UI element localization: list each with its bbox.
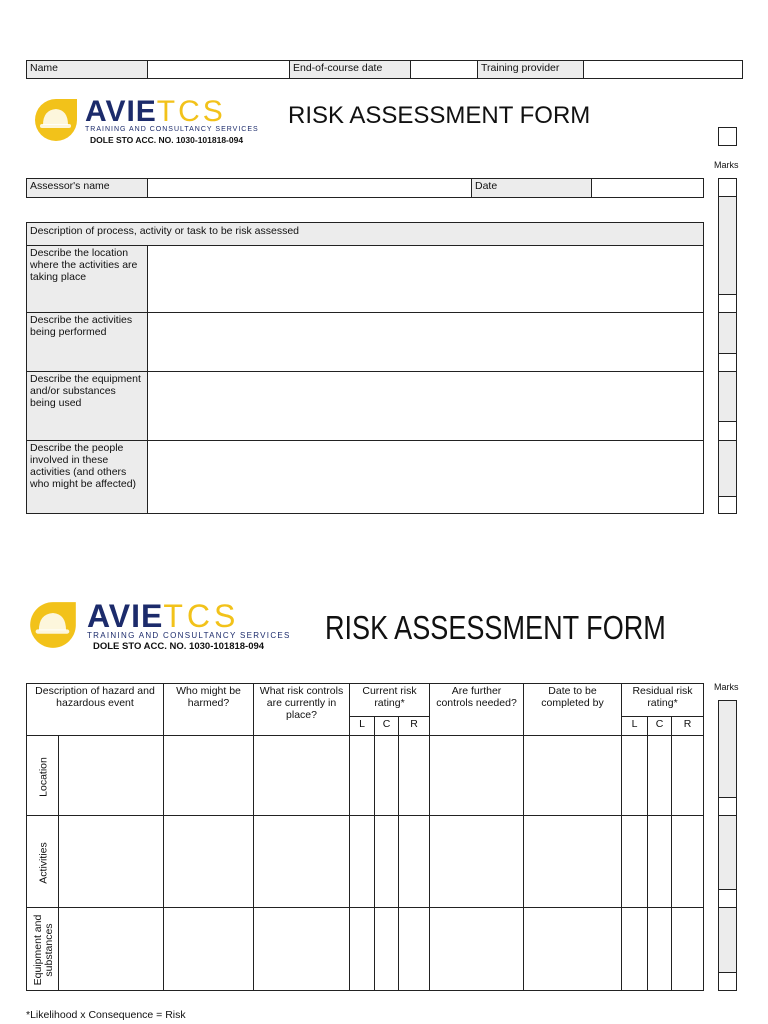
logo-accreditation: DOLE STO ACC. NO. 1030-101818-094	[93, 641, 265, 652]
col-header-residual-c: C	[647, 716, 672, 736]
marks-box[interactable]	[718, 353, 737, 372]
hazard-table-cell[interactable]	[58, 907, 164, 991]
footnote: *Likelihood x Consequence = Risk	[26, 1009, 186, 1021]
name-label: Name	[26, 60, 148, 79]
assessor-date-field[interactable]	[591, 178, 704, 198]
hazard-table-cell[interactable]	[349, 815, 375, 908]
col-header-description: Description of hazard and hazardous event	[26, 683, 164, 736]
marks-box[interactable]	[718, 178, 737, 197]
hazard-table-cell[interactable]	[429, 735, 524, 816]
logo-tagline: TRAINING AND CONSULTANCY SERVICES	[85, 126, 259, 133]
hazard-table-cell[interactable]	[671, 907, 704, 991]
hazard-row-label-text: Activities	[37, 841, 49, 884]
hazard-table-cell[interactable]	[398, 735, 430, 816]
logo-brand-b: TCS	[163, 598, 240, 634]
hazard-table-cell[interactable]	[671, 735, 704, 816]
hazard-table-cell[interactable]	[621, 907, 648, 991]
hazard-table-cell[interactable]	[398, 815, 430, 908]
hazard-table-cell[interactable]	[253, 815, 350, 908]
col-header-current-r: R	[398, 716, 430, 736]
hazard-table-cell[interactable]	[253, 907, 350, 991]
end-date-field[interactable]	[410, 60, 478, 79]
description-row-label: Describe the activities being performed	[26, 312, 148, 372]
marks-column	[718, 440, 737, 497]
hazard-table-cell[interactable]	[523, 735, 622, 816]
col-header-date: Date to be completed by	[523, 683, 622, 736]
marks-box[interactable]	[718, 797, 737, 816]
hazard-table-cell[interactable]	[647, 907, 672, 991]
description-row-field[interactable]	[147, 312, 704, 372]
hazard-table-cell[interactable]	[647, 735, 672, 816]
form-title: RISK ASSESSMENT FORM	[288, 102, 591, 129]
logo-brand-a: AVIE	[87, 598, 164, 634]
hazard-table-cell[interactable]	[349, 735, 375, 816]
assessor-date-label: Date	[471, 178, 592, 198]
hazard-table-cell[interactable]	[429, 907, 524, 991]
hard-hat-icon	[28, 600, 78, 650]
marks-box[interactable]	[718, 294, 737, 313]
description-row-field[interactable]	[147, 245, 704, 313]
col-header-who: Who might be harmed?	[163, 683, 254, 736]
provider-label: Training provider	[477, 60, 584, 79]
end-date-label: End-of-course date	[289, 60, 411, 79]
hazard-table-cell[interactable]	[374, 907, 399, 991]
marks-box[interactable]	[718, 972, 737, 991]
col-header-residual-l: L	[621, 716, 648, 736]
description-row-label: Describe the equipment and/or substances being used	[26, 371, 148, 441]
hazard-table-cell[interactable]	[374, 735, 399, 816]
col-header-controls: What risk controls are currently in place?	[253, 683, 350, 736]
col-header-current-l: L	[349, 716, 375, 736]
logo-brand-a: AVIE	[85, 95, 157, 128]
hazard-row-label-text: Equipment and substances	[31, 914, 55, 986]
marks-box[interactable]	[718, 889, 737, 908]
marks-column	[718, 700, 737, 798]
assessor-name-label: Assessor's name	[26, 178, 148, 198]
hazard-table-cell[interactable]	[163, 907, 254, 991]
name-field[interactable]	[147, 60, 290, 79]
description-row-label: Describe the people involved in these activities (and others who might be affected)	[26, 440, 148, 514]
hazard-table-cell[interactable]	[374, 815, 399, 908]
hazard-table-cell[interactable]	[163, 815, 254, 908]
description-header: Description of process, activity or task to be risk assessed	[26, 222, 704, 246]
marks-box[interactable]	[718, 496, 737, 514]
company-logo	[28, 600, 318, 656]
hazard-table-cell[interactable]	[671, 815, 704, 908]
marks-column	[718, 907, 737, 973]
hazard-table-cell[interactable]	[621, 815, 648, 908]
marks-column	[718, 312, 737, 354]
hazard-row-label	[26, 735, 59, 816]
hazard-table-cell[interactable]	[58, 735, 164, 816]
marks-column	[718, 815, 737, 890]
marks-total-box[interactable]	[718, 127, 737, 146]
description-row-field[interactable]	[147, 371, 704, 441]
hazard-table-cell[interactable]	[58, 815, 164, 908]
hard-hat-icon	[33, 97, 79, 143]
provider-field[interactable]	[583, 60, 743, 79]
hazard-row-label	[26, 815, 59, 908]
marks-column	[718, 196, 737, 295]
col-header-further: Are further controls needed?	[429, 683, 524, 736]
hazard-table-cell[interactable]	[647, 815, 672, 908]
hazard-row-label-text: Location	[37, 756, 49, 797]
hazard-table-cell[interactable]	[523, 815, 622, 908]
logo-brand-b: TCS	[156, 95, 226, 128]
col-header-current-c: C	[374, 716, 399, 736]
col-header-residual: Residual risk rating*	[621, 683, 704, 717]
description-row-label: Describe the location where the activities are taking place	[26, 245, 148, 313]
assessor-name-field[interactable]	[147, 178, 472, 198]
hazard-table-cell[interactable]	[523, 907, 622, 991]
logo-tagline: TRAINING AND CONSULTANCY SERVICES	[87, 631, 291, 640]
hazard-table-cell[interactable]	[253, 735, 350, 816]
hazard-table-cell[interactable]	[621, 735, 648, 816]
hazard-table-cell[interactable]	[429, 815, 524, 908]
company-logo	[33, 97, 273, 147]
hazard-table-cell[interactable]	[398, 907, 430, 991]
hazard-row-label	[26, 907, 59, 991]
hazard-table-cell[interactable]	[163, 735, 254, 816]
marks-label: Marks	[714, 682, 739, 692]
description-row-field[interactable]	[147, 440, 704, 514]
marks-label: Marks	[714, 160, 739, 170]
marks-box[interactable]	[718, 421, 737, 441]
col-header-residual-r: R	[671, 716, 704, 736]
col-header-current: Current risk rating*	[349, 683, 430, 717]
marks-column	[718, 371, 737, 422]
logo-accreditation: DOLE STO ACC. NO. 1030-101818-094	[90, 135, 244, 145]
hazard-table-cell[interactable]	[349, 907, 375, 991]
form-title: RISK ASSESSMENT FORM	[325, 609, 666, 646]
